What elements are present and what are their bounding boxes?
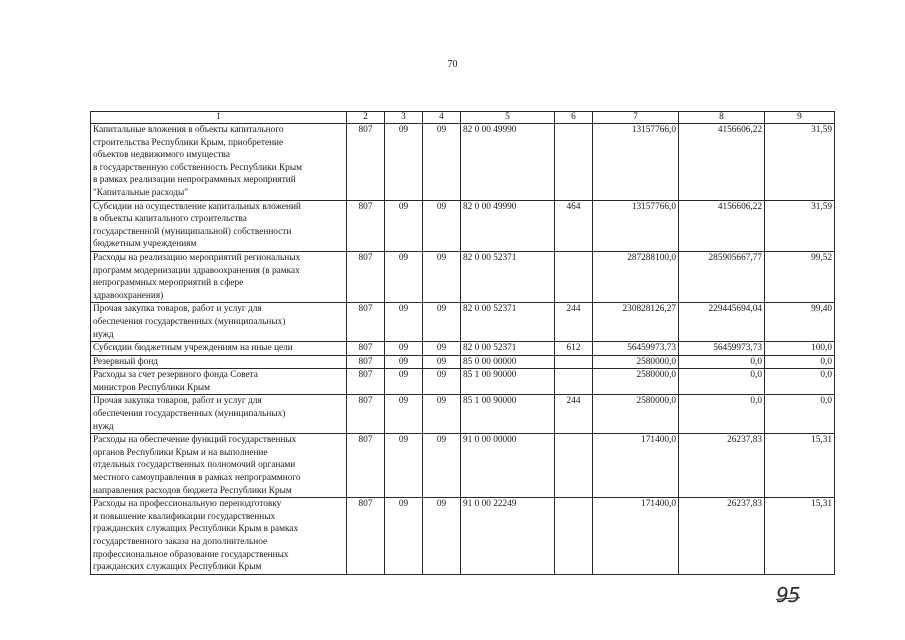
cell-admin-code: 807: [347, 369, 385, 395]
cell-admin-code: 807: [347, 342, 385, 356]
cell-admin-code: 807: [347, 124, 385, 201]
cell-name: Расходы на реализацию мероприятий региональных программ модернизации здравоохранения (в рамках непрограммных мероприятий в сфере здравоохранения): [91, 251, 347, 302]
header-row: [91, 112, 835, 124]
cell-percent: 99,40: [765, 303, 835, 342]
cell-admin-code: 807: [347, 200, 385, 251]
cell-planned: 2580000,0: [593, 369, 679, 395]
table-body: [91, 124, 835, 575]
cell-subsection: 09: [423, 498, 461, 575]
cell-planned: 171400,0: [593, 434, 679, 498]
cell-name: Прочая закупка товаров, работ и услуг для обеспечения государственных (муниципальных) нужд: [91, 303, 347, 342]
cell-percent: 0,0: [765, 355, 835, 369]
cell-planned: 171400,0: [593, 498, 679, 575]
page-number: 70: [447, 59, 458, 70]
cell-name: Расходы на профессиональную переподготовку и повышение квалификации государственных гражданских служащих Республики Крым в рамках государственного заказа на дополнительное профессиональное образование государственных гражданских служащих Республики Крым: [91, 498, 347, 575]
cell-target-article: 91 0 00 22249: [461, 498, 555, 575]
cell-executed: 285905667,77: [679, 251, 765, 302]
cell-subsection: 09: [423, 303, 461, 342]
cell-admin-code: 807: [347, 395, 385, 434]
cell-target-article: 82 0 00 52371: [461, 251, 555, 302]
cell-expense-type: 464: [555, 200, 593, 251]
cell-percent: 15,31: [765, 434, 835, 498]
cell-section: 09: [385, 498, 423, 575]
header-col-7: 7: [593, 112, 679, 124]
cell-percent: 99,52: [765, 251, 835, 302]
cell-expense-type: 244: [555, 395, 593, 434]
cell-subsection: 09: [423, 369, 461, 395]
cell-executed: 4156606,22: [679, 200, 765, 251]
cell-subsection: 09: [423, 342, 461, 356]
cell-percent: 0,0: [765, 369, 835, 395]
header-col-1: 1: [91, 112, 347, 124]
table-row: [91, 355, 835, 369]
header-col-9: 9: [765, 112, 835, 124]
cell-percent: 31,59: [765, 200, 835, 251]
cell-target-article: 82 0 00 52371: [461, 303, 555, 342]
cell-subsection: 09: [423, 251, 461, 302]
cell-name: Резервный фонд: [91, 355, 347, 369]
table-row: [91, 342, 835, 356]
cell-planned: 2580000,0: [593, 395, 679, 434]
table-row: [91, 200, 835, 251]
table-row: [91, 369, 835, 395]
cell-planned: 230828126,27: [593, 303, 679, 342]
table-row: [91, 434, 835, 498]
cell-target-article: 85 0 00 00000: [461, 355, 555, 369]
cell-admin-code: 807: [347, 303, 385, 342]
cell-planned: 287288100,0: [593, 251, 679, 302]
cell-section: 09: [385, 251, 423, 302]
cell-expense-type: 244: [555, 303, 593, 342]
cell-executed: 26237,83: [679, 498, 765, 575]
table-row: [91, 251, 835, 302]
table-row: [91, 303, 835, 342]
cell-subsection: 09: [423, 434, 461, 498]
header-col-3: 3: [385, 112, 423, 124]
cell-name: Прочая закупка товаров, работ и услуг для обеспечения государственных (муниципальных) нужд: [91, 395, 347, 434]
cell-planned: 2580000,0: [593, 355, 679, 369]
cell-expense-type: [555, 369, 593, 395]
cell-section: 09: [385, 342, 423, 356]
cell-expense-type: [555, 124, 593, 201]
cell-name: Капитальные вложения в объекты капитального строительства Республики Крым, приобретение объектов недвижимого имущества в государственную собственность Республики Крым в рамках реализации непрограммных мероприятий "Капитальные расходы": [91, 124, 347, 201]
cell-executed: 0,0: [679, 395, 765, 434]
header-col-8: 8: [679, 112, 765, 124]
header-col-6: 6: [555, 112, 593, 124]
cell-executed: 0,0: [679, 369, 765, 395]
cell-admin-code: 807: [347, 498, 385, 575]
cell-planned: 13157766,0: [593, 200, 679, 251]
cell-planned: 56459973,73: [593, 342, 679, 356]
cell-percent: 0,0: [765, 395, 835, 434]
cell-section: 09: [385, 355, 423, 369]
cell-planned: 13157766,0: [593, 124, 679, 201]
budget-table: [90, 111, 835, 575]
handwritten-page-mark: 95: [776, 583, 800, 607]
cell-executed: 4156606,22: [679, 124, 765, 201]
cell-executed: 229445694,04: [679, 303, 765, 342]
header-col-5: 5: [461, 112, 555, 124]
cell-target-article: 82 0 00 52371: [461, 342, 555, 356]
table-row: [91, 395, 835, 434]
cell-expense-type: [555, 355, 593, 369]
header-col-2: 2: [347, 112, 385, 124]
cell-subsection: 09: [423, 200, 461, 251]
cell-name: Расходы на обеспечение функций государственных органов Республики Крым и на выполнение отдельных государственных полномочий органами местного самоуправления в рамках непрограммного направления расходов бюджета Республики Крым: [91, 434, 347, 498]
cell-expense-type: [555, 434, 593, 498]
cell-subsection: 09: [423, 355, 461, 369]
cell-section: 09: [385, 200, 423, 251]
cell-subsection: 09: [423, 395, 461, 434]
cell-name: Субсидии на осуществление капитальных вложений в объекты капитального строительства государственной (муниципальной) собственности бюджетным учреждениям: [91, 200, 347, 251]
cell-name: Расходы за счет резервного фонда Совета министров Республики Крым: [91, 369, 347, 395]
cell-section: 09: [385, 303, 423, 342]
cell-section: 09: [385, 395, 423, 434]
cell-admin-code: 807: [347, 251, 385, 302]
cell-executed: 0,0: [679, 355, 765, 369]
cell-executed: 26237,83: [679, 434, 765, 498]
table-row: [91, 498, 835, 575]
cell-percent: 100,0: [765, 342, 835, 356]
cell-target-article: 85 1 00 90000: [461, 395, 555, 434]
cell-expense-type: [555, 498, 593, 575]
cell-percent: 15,31: [765, 498, 835, 575]
cell-subsection: 09: [423, 124, 461, 201]
cell-admin-code: 807: [347, 434, 385, 498]
cell-admin-code: 807: [347, 355, 385, 369]
cell-section: 09: [385, 124, 423, 201]
cell-section: 09: [385, 369, 423, 395]
cell-target-article: 82 0 00 49990: [461, 124, 555, 201]
header-col-4: 4: [423, 112, 461, 124]
cell-target-article: 82 0 00 49990: [461, 200, 555, 251]
cell-name: Субсидии бюджетным учреждениям на иные цели: [91, 342, 347, 356]
cell-target-article: 85 1 00 90000: [461, 369, 555, 395]
cell-percent: 31,59: [765, 124, 835, 201]
cell-target-article: 91 0 00 00000: [461, 434, 555, 498]
cell-executed: 56459973,73: [679, 342, 765, 356]
cell-section: 09: [385, 434, 423, 498]
table-row: [91, 124, 835, 201]
cell-expense-type: [555, 251, 593, 302]
cell-expense-type: 612: [555, 342, 593, 356]
